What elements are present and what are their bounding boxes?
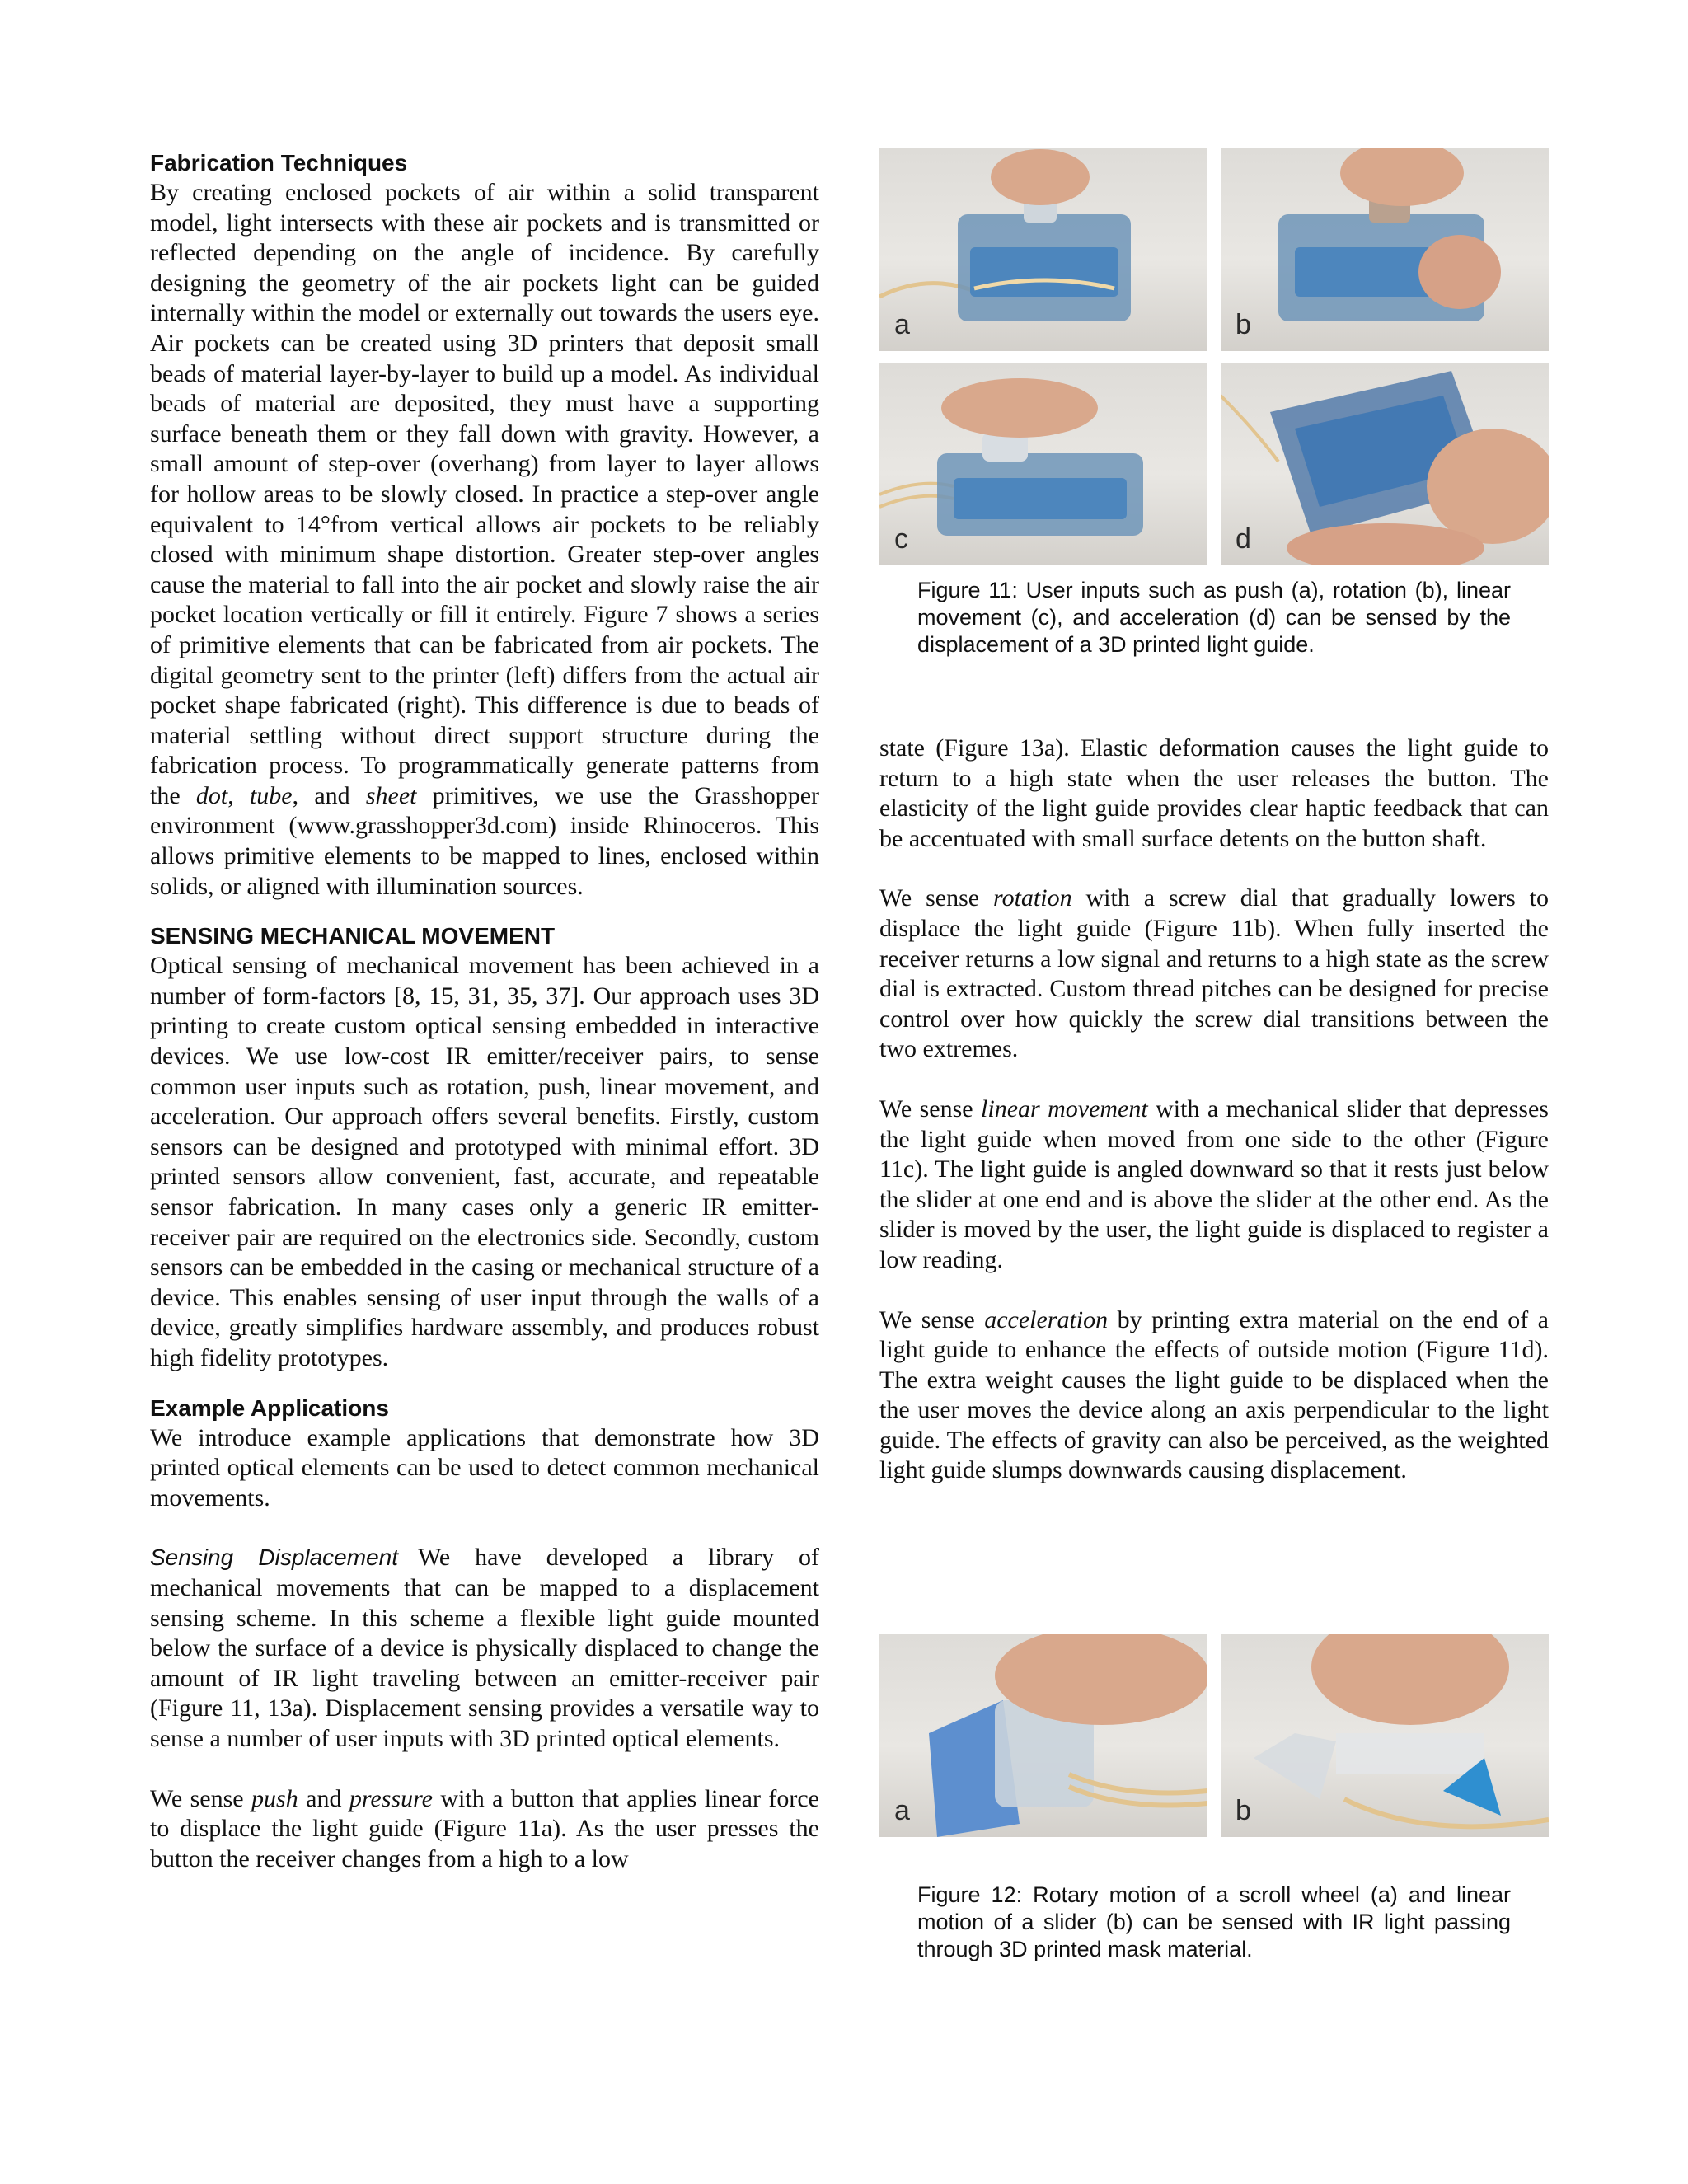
label-11a: a	[894, 309, 910, 340]
fabrication-text: By creating enclosed pockets of air within a solid transparent model, light intersects with these air pockets and is transmitted or reflected depending on the angle of incidence. By carefully designing the geometry of the air pockets light can be guided internally within the model or externally out towards the users eye. Air pockets can be created using 3D printers that deposit small beads of material layer-by-layer to build up a model. As individual beads of material are deposited, they must have a supporting surface beneath them or they fall down with gravity. However, a small amount of step-over (overhang) from layer to layer allows for hollow areas to be slowly closed. In practice a step-over angle equivalent to 14°from vertical allows air pockets to be reliably closed with minimum shape distortion. Greater step-over angles cause the material to fall into the air pocket and slowly raise the air pocket location vertically or fill it entirely. Figure 7 shows a series of primitive elements that can be fabricated from air pockets. The digital geometry sent to the printer (left) differs from the actual air pocket shape fabricated (right). This difference is due to beads of material settling without direct support structure during the fabrication process. To programmatically generate patterns from the	[150, 179, 819, 809]
left-column	[150, 148, 819, 1874]
push-paragraph	[150, 1784, 819, 1875]
linear-text-a: We sense	[879, 1094, 982, 1122]
push-text-c: with a button that applies linear force to displace the light guide (Figure 11a). As the user presses the button the receiver changes from a high to a low	[150, 1784, 819, 1872]
acceleration-device-photo	[1221, 363, 1549, 565]
acceleration-paragraph	[879, 1305, 1549, 1487]
sensing-displacement-paragraph	[150, 1543, 819, 1754]
photo-11a	[879, 148, 1207, 351]
acceleration-text-b: by printing extra material on the end of a light guide to enhance the effects of outside motion (Figure 11d). The extra weight causes the light guide to be displaced when the the user moves the device along an axis perpendicular to the light guide. The effects of gravity can also be perceived, as the weighted light guide slumps downwards causing displacement.	[879, 1305, 1549, 1484]
label-11c: c	[894, 523, 908, 555]
displacement-text: We have developed a library of mechanical movements that can be mapped to a displacement sensing scheme. In this scheme a flexible light guide mounted below the surface of a device is physically displaced to change the amount of IR light traveling between an emitter-receiver pair (Figure 11, 13a). Displacement sensing provides a versatile way to sense a number of user inputs with 3D printed optical elements.	[150, 1544, 819, 1752]
tube-term: tube	[249, 781, 293, 809]
fabrication-text-end: primitives, we use the Grasshopper environment (www.grasshopper3d.com) inside Rhinoceros. This allows primitive elements to be mapped to lines, enclosed within solids, or aligned with illumination sources.	[150, 781, 819, 900]
label-12b: b	[1236, 1795, 1251, 1826]
sensing-displacement-runin: Sensing Displacement	[150, 1544, 399, 1571]
acceleration-text-a: We sense	[879, 1305, 985, 1333]
scroll-wheel-photo	[879, 1634, 1207, 1837]
comma-text: ,	[227, 781, 250, 809]
sensing-mechanical-movement-heading: SENSING MECHANICAL MOVEMENT	[150, 923, 556, 949]
figure-12	[879, 1634, 1549, 1980]
photo-11c	[879, 363, 1207, 565]
rotation-device-photo	[1221, 148, 1549, 351]
linear-device-photo	[879, 363, 1207, 565]
example-applications-heading: Example Applications	[150, 1394, 389, 1421]
rotation-text-b: with a screw dial that gradually lowers to displace the light guide (Figure 11b). When fully inserted the receiver returns a low signal and returns to a high state as the screw dial is extracted. Custom thread pitches can be designed for precise control over how quickly the screw dial transitions between the two extremes.	[879, 884, 1549, 1063]
figure-11-caption: Figure 11: User inputs such as push (a), rotation (b), linear movement (c), and acceleration (d) can be sensed by the displacement of a 3D printed light guide.	[917, 578, 1511, 657]
photo-12a	[879, 1634, 1207, 1837]
linear-movement-paragraph	[879, 1094, 1549, 1276]
acceleration-term: acceleration	[984, 1305, 1109, 1333]
figure-11	[879, 148, 1549, 676]
sensing-paragraph: Optical sensing of mechanical movement has been achieved in a number of form-factors [8, 15, 31, 35, 37]. Our approach uses 3D printing to create custom optical sensing embedded in interactive devices. We use low-cost IR emitter/receiver pairs, to sense common user inputs such as rotation, push, linear movement, and acceleration. Our approach offers several benefits. Firstly, custom sensors can be designed and prototyped with minimal effort. 3D printed sensors allow convenient, fast, accurate, and repeatable sensor fabrication. In many cases only a generic IR emitter-receiver pair are required on the electronics side. Secondly, custom sensors can be embedded in the casing or mechanical structure of a device. This enables sensing of user input through the walls of a device, greatly simplifies hardware assembly, and produces robust high fidelity prototypes.	[150, 952, 819, 1371]
right-column	[879, 733, 1549, 1486]
photo-11d	[1221, 363, 1549, 565]
push-text-a: We sense	[150, 1784, 252, 1812]
slider-photo	[1221, 1634, 1549, 1837]
label-12a: a	[894, 1795, 910, 1826]
label-11b: b	[1236, 309, 1251, 340]
rotation-text-a: We sense	[879, 884, 994, 912]
dot-term: dot	[195, 781, 228, 809]
push-text-b: and	[298, 1784, 349, 1812]
photo-12b	[1221, 1634, 1549, 1837]
figure-12-caption: Figure 12: Rotary motion of a scroll wheel (a) and linear motion of a slider (b) can be sensed with IR light passing through 3D printed mask material.	[917, 1882, 1511, 1961]
state-paragraph: state (Figure 13a). Elastic deformation causes the light guide to return to a high state when the user releases the button. The elasticity of the light guide provides clear haptic feedback that can be accentuated with small surface detents on the button shaft.	[879, 734, 1549, 852]
rotation-paragraph	[879, 883, 1549, 1065]
pressure-term: pressure	[349, 1784, 433, 1812]
linear-movement-term: linear movement	[981, 1094, 1148, 1122]
and-text: , and	[292, 781, 366, 809]
push-device-photo	[879, 148, 1207, 351]
examples-paragraph: We introduce example applications that demonstrate how 3D printed optical elements can be used to detect common mechanical movements.	[150, 1423, 819, 1511]
rotation-term: rotation	[993, 884, 1072, 912]
photo-11b	[1221, 148, 1549, 351]
linear-text-b: with a mechanical slider that depresses the light guide when moved from one side to the other (Figure 11c). The light guide is angled downward so that it rests just below the slider at one end and is above the slider at the other end. As the slider is moved by the user, the light guide is displaced to register a low reading.	[879, 1094, 1549, 1273]
fabrication-paragraph	[150, 178, 819, 902]
fabrication-techniques-heading: Fabrication Techniques	[150, 150, 408, 176]
sheet-term: sheet	[365, 781, 417, 809]
label-11d: d	[1236, 523, 1251, 555]
push-term: push	[251, 1784, 298, 1812]
